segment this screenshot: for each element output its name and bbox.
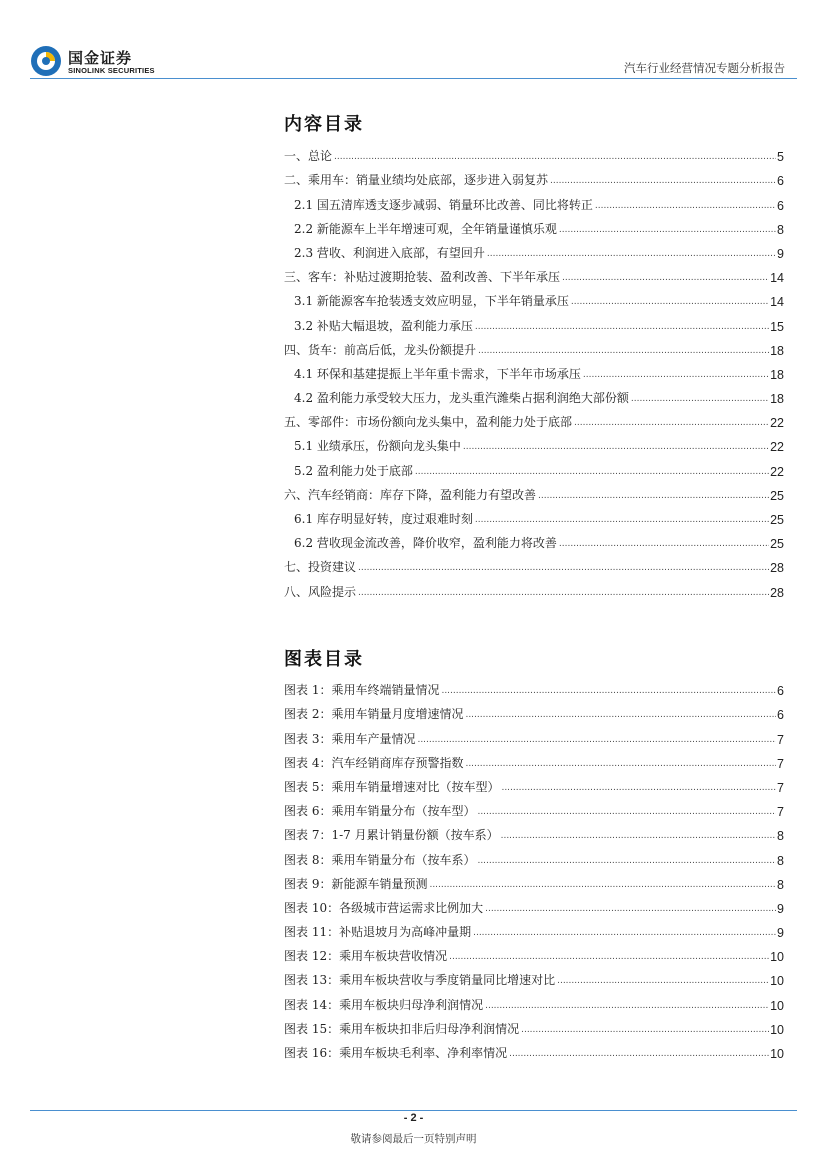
toc-entry[interactable] (284, 430, 784, 454)
toc-entry-page: 5 (777, 150, 784, 165)
figure-entry-page: 8 (777, 853, 784, 868)
toc-entry-page: 22 (770, 440, 784, 455)
dot-leader (583, 368, 769, 382)
figure-entry-page: 8 (777, 877, 784, 892)
toc-entry[interactable] (284, 503, 784, 527)
dot-leader (334, 150, 776, 164)
toc-entry-label: 5.2 盈利能力处于底部 (284, 462, 414, 479)
dot-leader (501, 781, 776, 795)
toc-entry[interactable] (284, 575, 784, 599)
dot-leader (477, 854, 776, 868)
figure-entry-label: 图表 7：1-7 月累计销量份额（按车系） (284, 828, 499, 843)
footer-disclaimer: 敬请参阅最后一页特别声明 (350, 1133, 477, 1145)
toc-entry-page: 25 (770, 488, 784, 503)
figure-entry[interactable] (284, 916, 784, 940)
figure-entry-page: 10 (770, 998, 784, 1013)
dot-leader (429, 878, 776, 892)
dot-leader (415, 465, 769, 479)
toc-entry[interactable] (284, 309, 784, 333)
toc-entry-page: 18 (770, 392, 784, 407)
header-divider (30, 78, 797, 79)
toc-entry-label: 八、风险提示 (284, 584, 357, 599)
toc-entry-page: 9 (777, 246, 784, 261)
dot-leader (473, 926, 776, 940)
figure-entry-page: 9 (777, 901, 784, 916)
dot-leader (477, 805, 776, 819)
figure-entry-label: 图表 8：乘用车销量分布（按车系） (284, 852, 476, 867)
dot-leader (485, 902, 776, 916)
toc-entry[interactable] (284, 406, 784, 430)
figure-entry[interactable] (284, 674, 784, 698)
toc-entry-label: 3.1 新能源客车抢装透支效应明显，下半年销量承压 (284, 292, 570, 309)
figure-entry[interactable] (284, 722, 784, 746)
dot-leader (475, 513, 769, 527)
toc-entry-label: 一、总论 (284, 149, 333, 164)
toc-entry-label: 六、汽车经销商：库存下降，盈利能力有望改善 (284, 487, 537, 502)
figure-entry-label: 图表 1：乘用车终端销量情况 (284, 683, 440, 698)
figure-entry[interactable] (284, 964, 784, 988)
figure-entry-label: 图表 10：各级城市营运需求比例加大 (284, 900, 484, 915)
figure-entry-page: 7 (777, 780, 784, 795)
dot-leader (441, 684, 776, 698)
toc-entry[interactable] (284, 382, 784, 406)
figure-entry[interactable] (284, 892, 784, 916)
dot-leader (485, 999, 769, 1013)
figure-entry-page: 6 (777, 708, 784, 723)
figure-entry-page: 7 (777, 732, 784, 747)
dot-leader (571, 295, 769, 309)
dot-leader (557, 974, 769, 988)
toc-entry-page: 14 (770, 295, 784, 310)
toc-entry-label: 五、零部件：市场份额向龙头集中，盈利能力处于底部 (284, 415, 573, 430)
toc-entry[interactable] (284, 140, 784, 164)
dot-leader (550, 174, 776, 188)
figure-entry-label: 图表 5：乘用车销量增速对比（按车型） (284, 779, 500, 794)
toc-entry[interactable] (284, 164, 784, 188)
toc-entry-label: 2.3 营收、利润进入底部，有望回升 (284, 244, 486, 261)
figure-entry-label: 图表 4：汽车经销商库存预警指数 (284, 755, 464, 770)
figure-entry-label: 图表 13：乘用车板块营收与季度销量同比增速对比 (284, 973, 556, 988)
figure-entry-label: 图表 9：新能源车销量预测 (284, 876, 428, 891)
figure-entry[interactable] (284, 747, 784, 771)
toc-entry[interactable] (284, 334, 784, 358)
dot-leader (463, 440, 769, 454)
toc-entry-page: 28 (770, 585, 784, 600)
toc-entry[interactable] (284, 213, 784, 237)
page-number: - 2 - (403, 1112, 424, 1124)
dot-leader (521, 1023, 769, 1037)
toc-entry-page: 14 (770, 271, 784, 286)
dot-leader (449, 950, 769, 964)
toc-entry-page: 6 (777, 198, 784, 213)
figure-entry-label: 图表 3：乘用车产量情况 (284, 731, 416, 746)
logo-text-cn: 国金证券 (68, 49, 133, 67)
figure-entry-label: 图表 11：补贴退坡月为高峰冲量期 (284, 925, 472, 940)
toc-entry-page: 18 (770, 343, 784, 358)
toc-entry-label: 2.1 国五清库透支逐步减弱、销量环比改善、同比将转正 (284, 196, 594, 213)
report-title: 汽车行业经营情况专题分析报告 (624, 61, 785, 75)
toc-entry-page: 28 (770, 561, 784, 576)
figure-entry[interactable] (284, 819, 784, 843)
figure-entry-page: 10 (770, 1047, 784, 1061)
dot-leader (465, 757, 776, 771)
dot-leader (358, 586, 769, 600)
toc-entry[interactable] (284, 551, 784, 575)
toc-entry[interactable] (284, 285, 784, 309)
figure-entry-page: 8 (777, 829, 784, 844)
figure-entry-label: 图表 12：乘用车板块营收情况 (284, 949, 448, 964)
figure-entry-label: 图表 15：乘用车板块扣非后归母净利润情况 (284, 1021, 520, 1036)
figure-entry[interactable] (284, 868, 784, 892)
toc-entry-label: 4.2 盈利能力承受较大压力，龙头重汽潍柴占据利润绝大部份额 (284, 389, 630, 406)
toc-entry[interactable] (284, 454, 784, 478)
toc-entry-page: 22 (770, 416, 784, 431)
figure-entry-page: 10 (770, 950, 784, 965)
dot-leader (501, 829, 776, 843)
figure-entry-page: 7 (777, 756, 784, 771)
toc-entry-label: 5.1 业绩承压，份额向龙头集中 (284, 437, 462, 454)
dot-leader (631, 392, 769, 406)
figure-entry[interactable] (284, 843, 784, 867)
figure-entry-page: 10 (770, 974, 784, 989)
figure-entry[interactable] (284, 1013, 784, 1037)
dot-leader (417, 733, 776, 747)
logo-mark-icon (30, 45, 62, 77)
toc-entry-label: 6.2 营收现金流改善，降价收窄，盈利能力将改善 (284, 534, 558, 551)
dot-leader (559, 537, 769, 551)
toc-entry-label: 四、货车：前高后低，龙头份额提升 (284, 342, 477, 357)
figure-entry[interactable] (284, 988, 784, 1012)
toc-entry[interactable] (284, 188, 784, 212)
toc-entry-label: 4.1 环保和基建提振上半年重卡需求，下半年市场承压 (284, 365, 582, 382)
figure-entry-label: 图表 2：乘用车销量月度增速情况 (284, 707, 464, 722)
toc-entry-label: 6.1 库存明显好转，度过艰难时刻 (284, 510, 474, 527)
figure-entry-label: 图表 6：乘用车销量分布（按车型） (284, 804, 476, 819)
toc-entry[interactable] (284, 237, 784, 261)
figure-entry[interactable] (284, 940, 784, 964)
toc-entry-page: 8 (777, 222, 784, 237)
toc-entry-page: 15 (770, 319, 784, 334)
toc-entry-label: 三、客车：补贴过渡期抢装、盈利改善、下半年承压 (284, 270, 561, 285)
figures-title: 图表目录 (284, 649, 364, 670)
toc-entry-page: 18 (770, 367, 784, 382)
toc-entry[interactable] (284, 261, 784, 285)
figure-entry-page: 10 (770, 1022, 784, 1037)
figure-entry-label: 图表 14：乘用车板块归母净利润情况 (284, 997, 484, 1012)
page-header (0, 0, 827, 90)
dot-leader (559, 223, 776, 237)
toc-entry-label: 二、乘用车：销量业绩均处底部，逐步进入弱复苏 (284, 173, 549, 188)
figure-entry[interactable] (284, 771, 784, 795)
toc-entry[interactable] (284, 358, 784, 382)
toc-entry[interactable] (284, 479, 784, 503)
toc-entry-page: 25 (770, 537, 784, 552)
figure-entry[interactable] (284, 698, 784, 722)
dot-leader (595, 199, 776, 213)
toc-entry-label: 3.2 补贴大幅退坡，盈利能力承压 (284, 317, 474, 334)
dot-leader (574, 416, 769, 430)
figure-entry-page: 9 (777, 926, 784, 941)
figures-list (284, 674, 784, 1061)
footer-divider (30, 1110, 797, 1111)
dot-leader (487, 247, 776, 261)
figure-entry-page: 6 (777, 684, 784, 699)
figure-entry[interactable] (284, 1037, 784, 1061)
dot-leader (475, 320, 769, 334)
figure-entry-page: 7 (777, 805, 784, 820)
toc-entry-label: 2.2 新能源车上半年增速可观，全年销量谨慎乐观 (284, 220, 558, 237)
toc-title: 内容目录 (284, 114, 364, 135)
dot-leader (538, 489, 769, 503)
toc-entry-page: 6 (777, 174, 784, 189)
figure-entry-label: 图表 16：乘用车板块毛利率、净利率情况 (284, 1046, 508, 1060)
figure-entry[interactable] (284, 795, 784, 819)
dot-leader (509, 1047, 769, 1061)
toc-entry-label: 七、投资建议 (284, 560, 357, 575)
toc-entry-page: 25 (770, 513, 784, 527)
logo-text-en: SINOLINK SECURITIES (68, 66, 155, 75)
company-logo (30, 45, 160, 79)
dot-leader (465, 708, 776, 722)
dot-leader (562, 271, 769, 285)
toc-list (284, 140, 784, 600)
dot-leader (478, 344, 769, 358)
toc-entry[interactable] (284, 527, 784, 551)
toc-entry-page: 22 (770, 464, 784, 479)
dot-leader (358, 561, 769, 575)
